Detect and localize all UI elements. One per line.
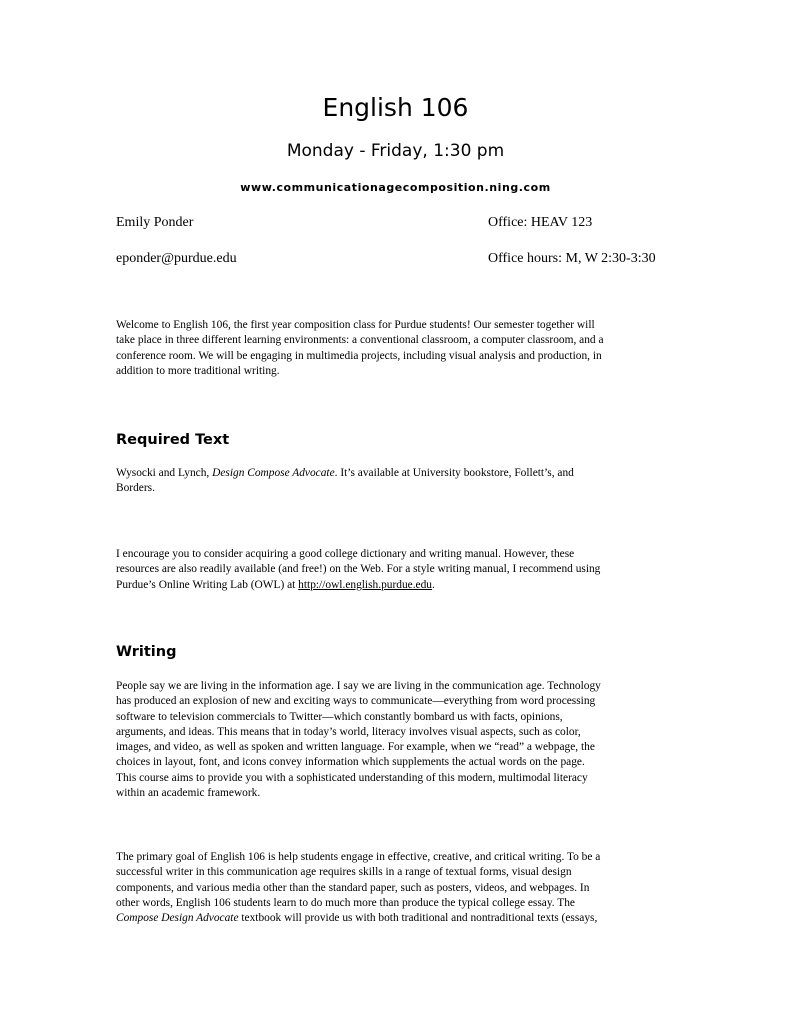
text-line: images, and video, as well as spoken and written language. For example, when we “read” a webpage, the: [116, 741, 595, 754]
office-location: Office: HEAV 123: [488, 215, 593, 230]
text-line: take place in three different learning environments: a conventional classroom, a computer classroom, and a: [116, 334, 604, 347]
text-segment: Purdue’s Online Writing Lab (OWL) at: [116, 578, 299, 591]
writing-paragraph-1: [116, 679, 676, 801]
section-heading-required-text: Required Text: [116, 432, 230, 448]
required-book-paragraph: [116, 466, 676, 497]
section-heading-writing: Writing: [116, 644, 177, 660]
text-line: Welcome to English 106, the first year composition class for Purdue students! Our semester together will: [116, 319, 595, 331]
owl-link[interactable]: http://owl.english.purdue.edu: [298, 578, 432, 591]
text-line: other words, English 106 students learn to do much more than produce the typical college essay. The: [116, 896, 575, 909]
instructor-email: eponder@purdue.edu: [116, 251, 237, 266]
text-line: successful writer in this communication age requires skills in a range of textual forms, visual design: [116, 866, 572, 879]
text-line: within an academic framework.: [116, 787, 261, 800]
text-segment: Wysocki and Lynch,: [116, 467, 213, 479]
text-line: I encourage you to consider acquiring a good college dictionary and writing manual. However, these: [116, 548, 575, 560]
text-line: resources are also readily available (and free!) on the Web. For a style writing manual, I recommend using: [116, 563, 601, 576]
text-line: People say we are living in the information age. I say we are living in the communication age. Technology: [116, 680, 601, 692]
text-line: The primary goal of English 106 is help students engage in effective, creative, and critical writing. To be a: [116, 851, 601, 863]
text-line: This course aims to provide you with a sophisticated understanding of this modern, multimodal literacy: [116, 771, 588, 784]
text-segment: textbook will provide us with both traditional and nontraditional texts (essays,: [238, 912, 598, 925]
text-line: arguments, and ideas. This means that in today’s world, literacy involves visual aspects, such as color,: [116, 725, 581, 738]
text-line: Borders.: [116, 482, 155, 495]
resources-paragraph: [116, 547, 676, 593]
class-schedule: Monday - Friday, 1:30 pm: [286, 141, 505, 161]
text-line: software to television commercials to Twitter—which constantly bombard us with facts, opinions,: [116, 710, 563, 723]
book-title: Design Compose Advocate: [212, 467, 335, 479]
text-line: components, and various media other than the standard paper, such as posters, videos, and webpages. In: [116, 881, 590, 894]
welcome-paragraph: [116, 318, 676, 379]
course-website: www.communicationagecomposition.ning.com: [240, 181, 551, 194]
text-line: conference room. We will be engaging in multimedia projects, including visual analysis and production, in: [116, 349, 602, 362]
page-title: English 106: [322, 93, 469, 122]
text-segment: .: [432, 578, 435, 591]
instructor-name: Emily Ponder: [116, 215, 194, 230]
text-segment: . It’s available at University bookstore, Follett’s, and: [334, 467, 574, 479]
text-line: choices in layout, font, and icons convey information which supplements the actual words on the page.: [116, 756, 585, 769]
textbook-title: Compose Design Advocate: [116, 912, 239, 925]
text-line: has produced an explosion of new and exciting ways to communicate—everything from word processing: [116, 695, 596, 708]
text-line: addition to more traditional writing.: [116, 364, 280, 377]
office-hours: Office hours: M, W 2:30-3:30: [488, 251, 656, 266]
writing-paragraph-2: [116, 850, 676, 926]
